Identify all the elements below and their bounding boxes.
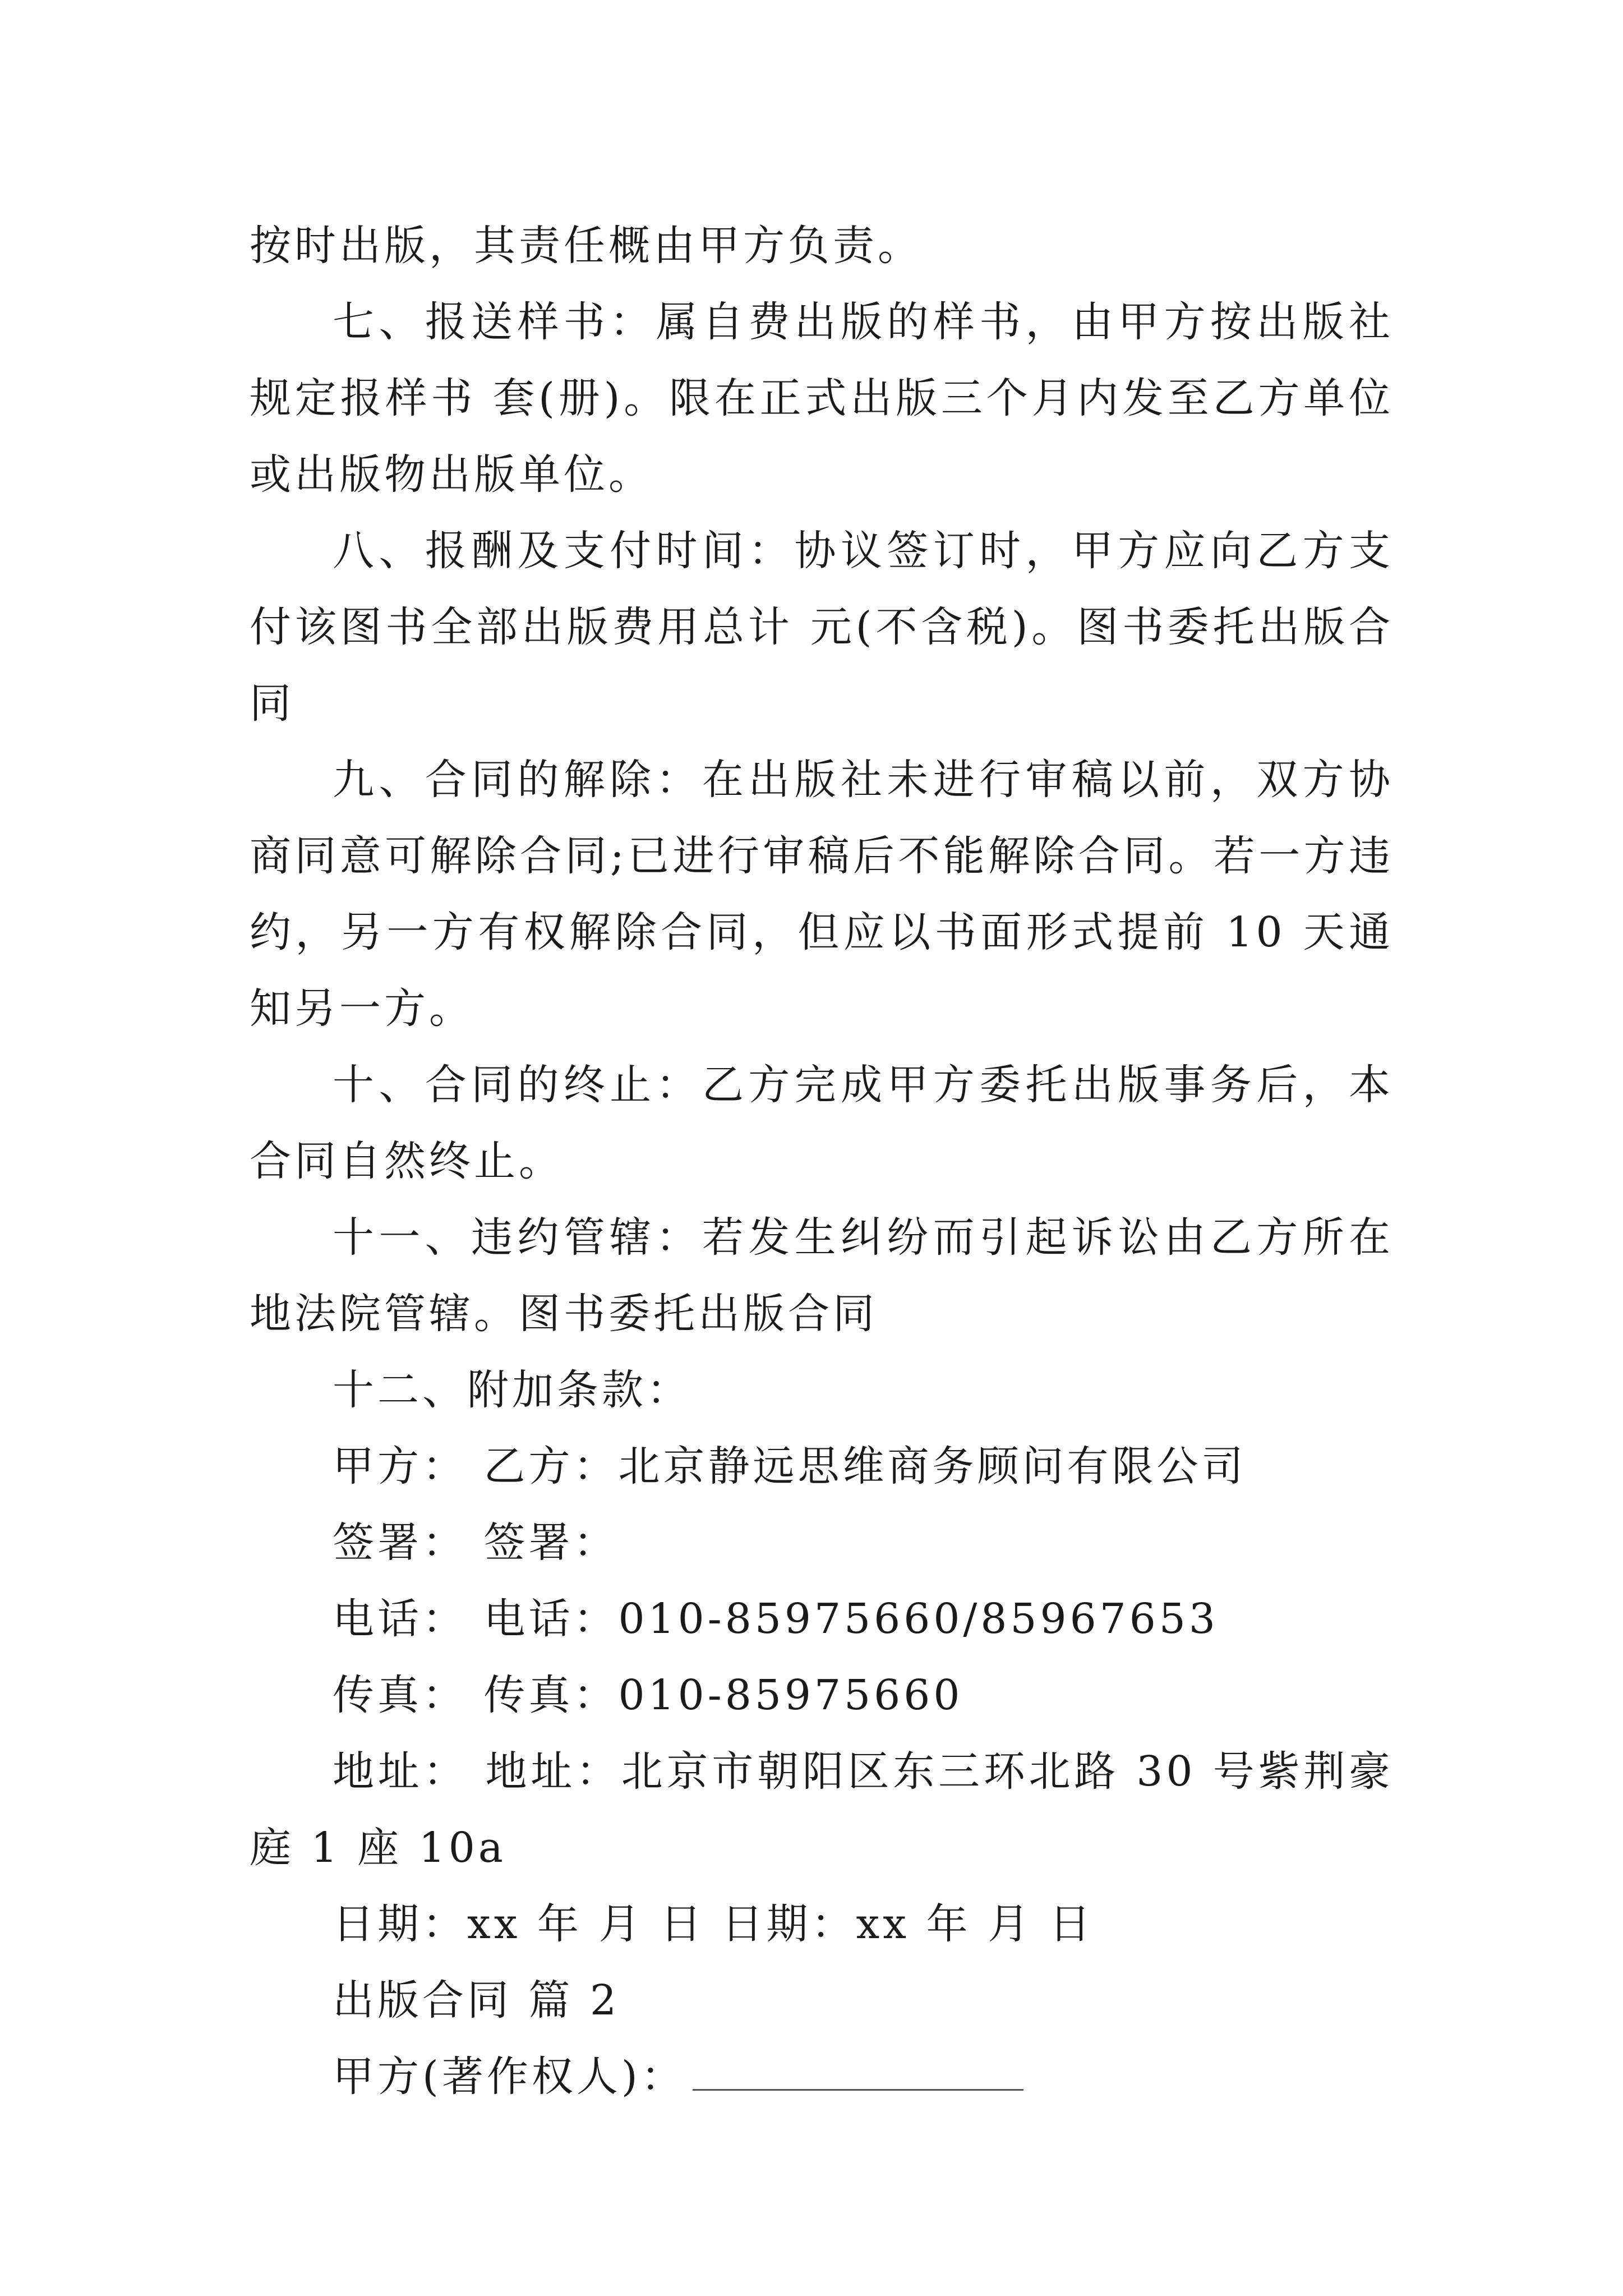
clause-nine: 九、合同的解除：在出版社未进行审稿以前，双方协商同意可解除合同;已进行审稿后不能解除合同。若一方违约，另一方有权解除合同，但应以书面形式提前 10 天通知另一方。 <box>250 756 1394 1033</box>
clause-eight: 八、报酬及支付时间：协议签订时，甲方应向乙方支付该图书全部出版费用总计 元(不含税)。图书委托出版合同 <box>250 527 1394 728</box>
fax-line: 传真： 传真：010-85975660 <box>333 1671 963 1719</box>
clause-ten: 十、合同的终止：乙方完成甲方委托出版事务后，本合同自然终止。 <box>250 1061 1394 1185</box>
clause-eleven: 十一、违约管辖：若发生纠纷而引起诉讼由乙方所在地法院管辖。图书委托出版合同 <box>250 1213 1394 1338</box>
blank-fill-line <box>693 2087 1023 2091</box>
phone-line: 电话： 电话：010-85975660/85967653 <box>333 1595 1219 1643</box>
party-line: 甲方： 乙方：北京静远思维商务顾问有限公司 <box>333 1442 1247 1490</box>
clause-seven: 七、报送样书：属自费出版的样书，由甲方按出版社规定报样书 套(册)。限在正式出版三个月内发至乙方单位或出版物出版单位。 <box>250 298 1394 499</box>
paragraph: 按时出版，其责任概由甲方负责。 <box>250 222 923 270</box>
copyright-holder-label: 甲方(著作权人)： <box>333 2053 686 2101</box>
copyright-holder-line <box>250 2039 1394 2115</box>
address-line: 地址： 地址：北京市朝阳区东三环北路 30 号紫荆豪庭 1 座 10a <box>250 1747 1394 1872</box>
document-body <box>250 208 1394 2115</box>
signature-line: 签署： 签署： <box>333 1519 619 1567</box>
section-heading: 出版合同 篇 2 <box>333 1976 620 2024</box>
date-line: 日期：xx 年 月 日 日期：xx 年 月 日 <box>333 1900 1094 1948</box>
clause-twelve: 十二、附加条款： <box>333 1366 691 1414</box>
